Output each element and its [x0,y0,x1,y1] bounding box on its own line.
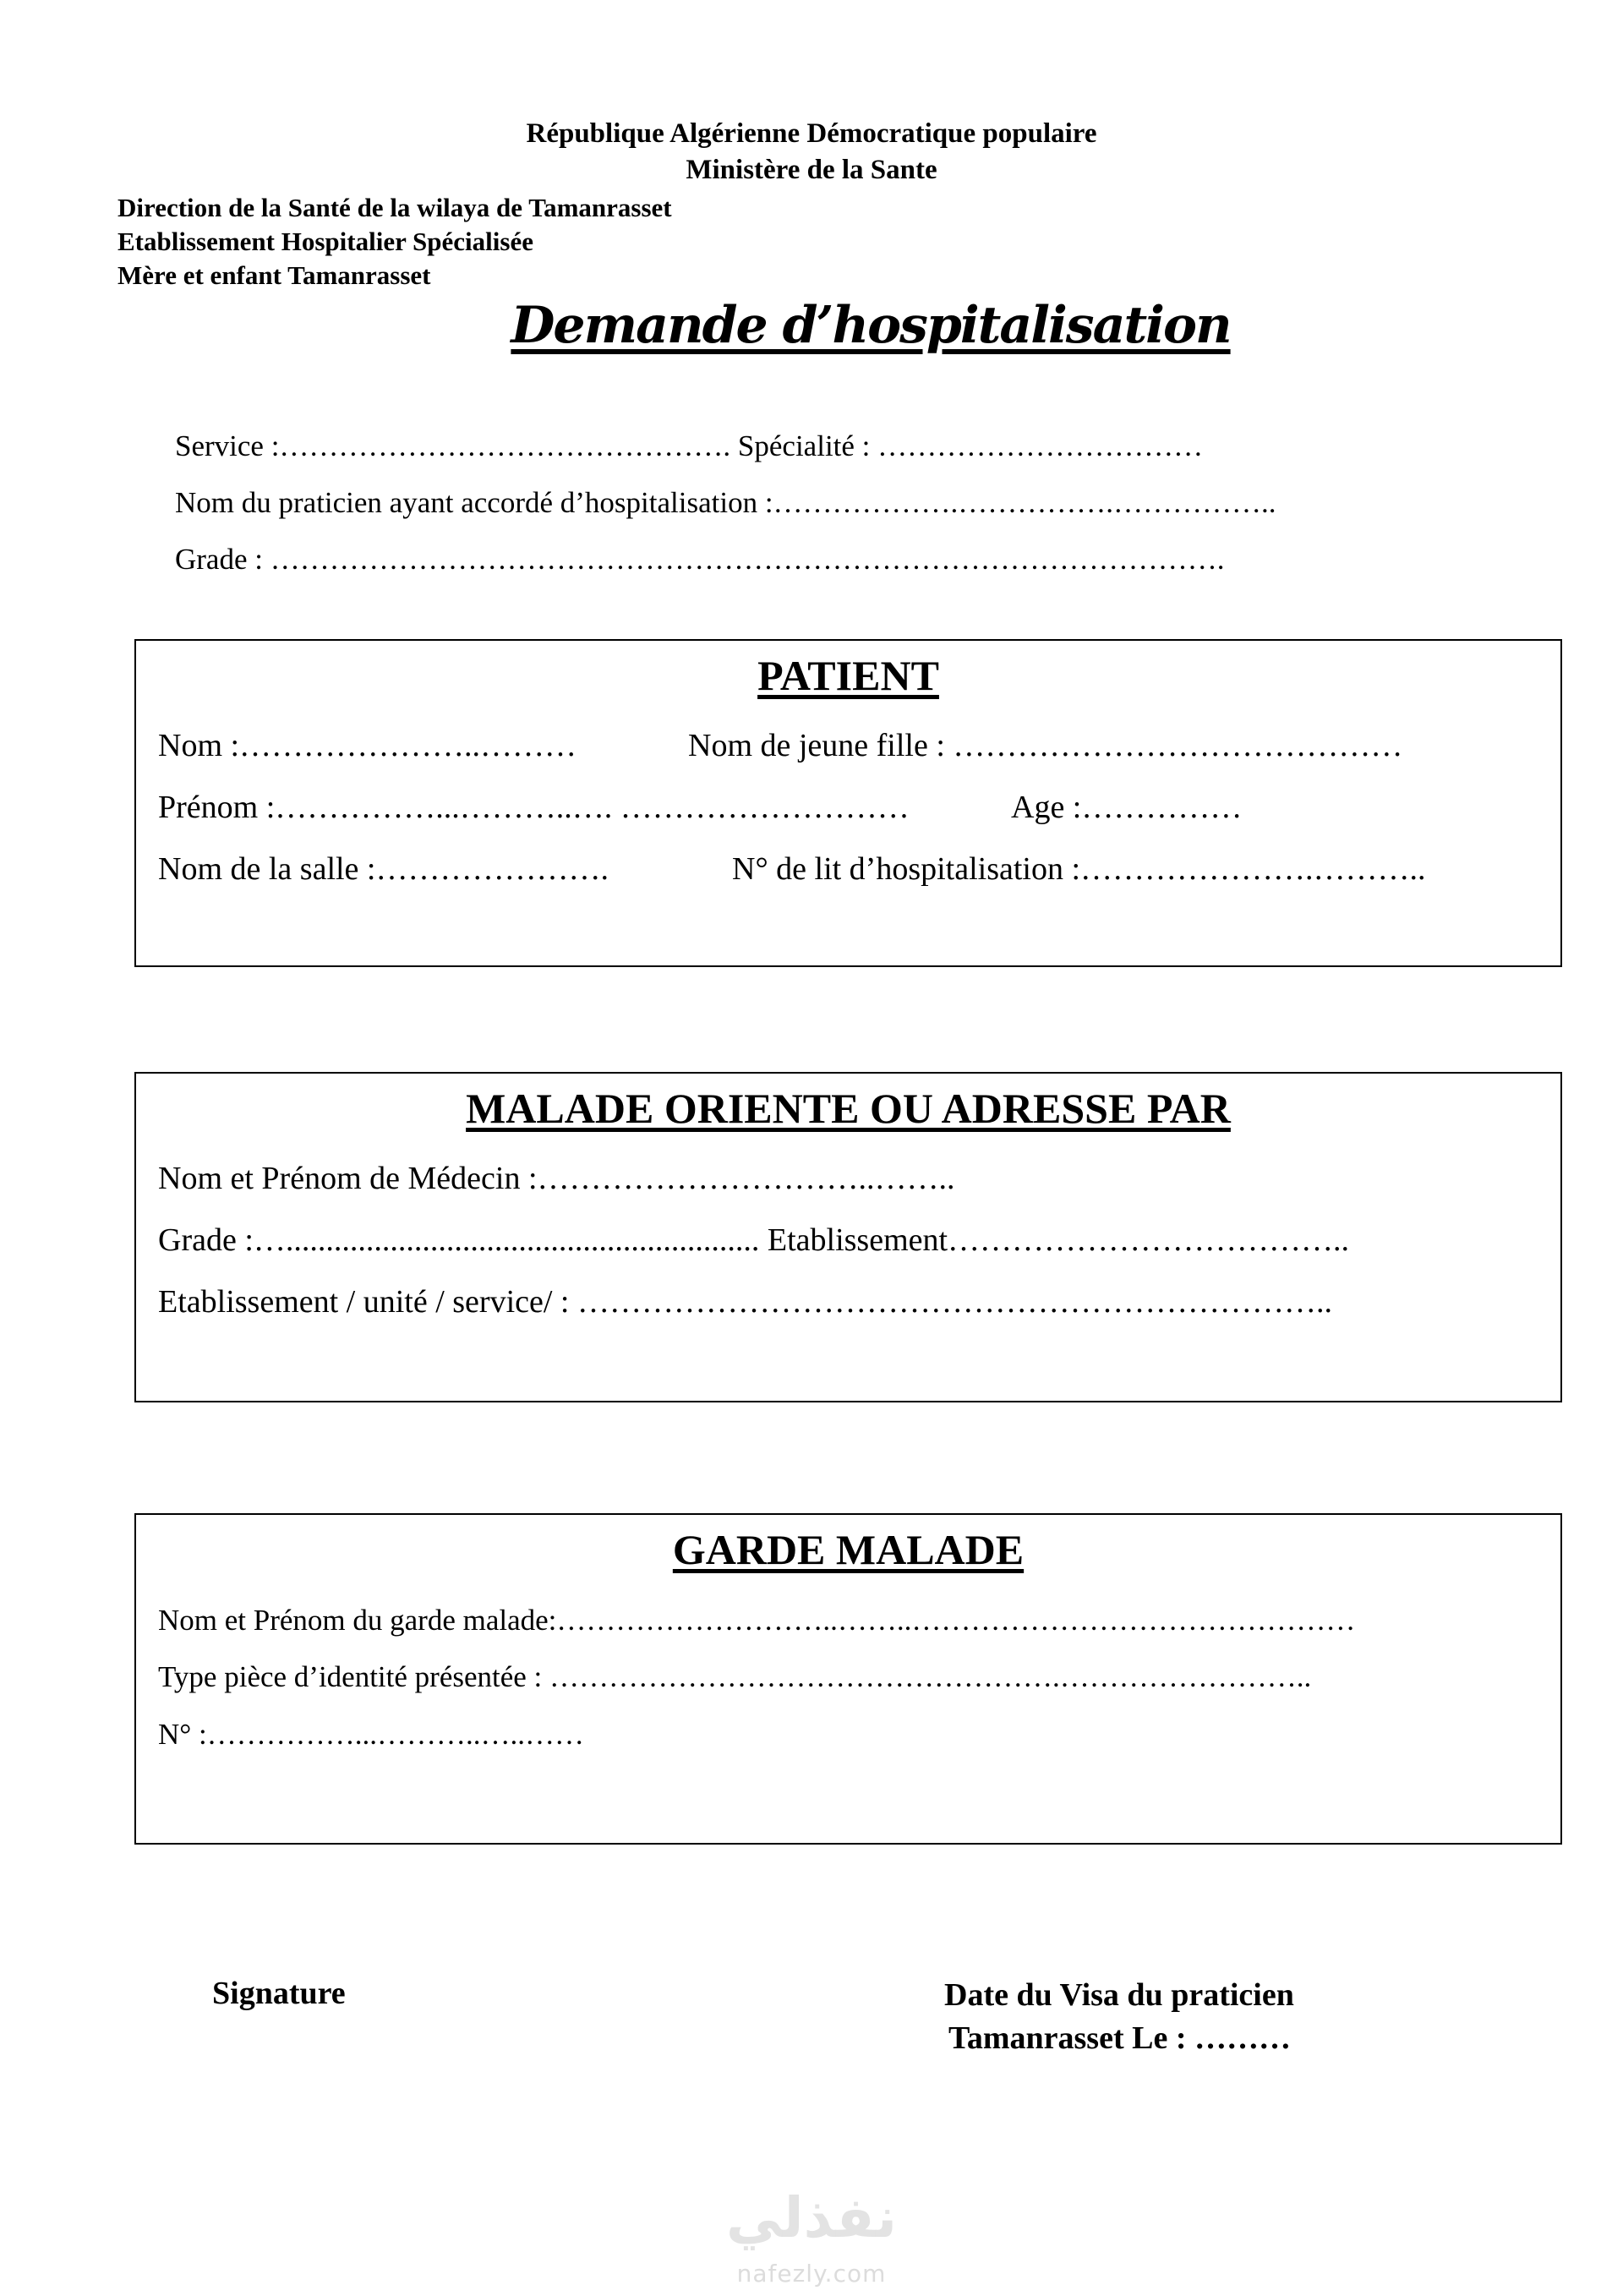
patient-box [134,639,1562,967]
referral-grade-field: Grade :…........................................................... Etablissement……………………………….. [158,1222,1350,1258]
guardian-heading: GARDE MALADE [672,1526,1025,1573]
guardian-box [134,1513,1562,1845]
document-title: Demande d’hospitalisation [511,296,1231,355]
grade-field: Grade : ……………………………………………………………………………………. [175,543,1225,576]
practitioner-field: Nom du praticien ayant accordé d’hospitalisation :……………….…………….…………….. [175,486,1276,519]
bed-number-field: N° de lit d’hospitalisation :………………….……….. [732,851,1426,887]
patient-name-field: Nom :…………………..……… [158,728,577,763]
republic-heading: République Algérienne Démocratique populaire [526,118,1097,149]
service-field: Service :………………………………………. Spécialité : …………………………… [175,429,1204,462]
id-type-field: Type pièce d’identité présentée : …………………………………………….…………………….. [158,1660,1312,1693]
referral-heading: MALADE ORIENTE OU ADRESSE PAR [466,1085,1231,1132]
referring-doctor-field: Nom et Prénom de Médecin :…………………………..…….. [158,1161,955,1196]
room-name-field: Nom de la salle :…………………. [158,851,609,887]
guardian-name-field: Nom et Prénom du garde malade:………………………..……..……………………………………… [158,1604,1356,1637]
maiden-name-field: Nom de jeune fille : …………………………………… [688,728,1403,763]
watermark-arabic: نفذلي [726,2185,897,2250]
first-name-field: Prénom :……………...………..…. ……………………… [158,790,910,825]
institution-line-2: Etablissement Hospitalier Spécialisée [117,227,533,256]
patient-heading: PATIENT [757,652,939,699]
signature-label: Signature [212,1976,346,2011]
ministry-heading: Ministère de la Sante [686,155,937,185]
age-field: Age :…………… [1011,790,1243,825]
referral-box [134,1072,1562,1402]
id-number-field: N° :……………...………..…..…… [158,1718,584,1751]
watermark-url: nafezly.com [736,2260,887,2288]
visa-date-label: Date du Visa du praticien [944,1977,1294,2013]
place-date-field: Tamanrasset Le : ……… [948,2020,1291,2056]
institution-line-3: Mère et enfant Tamanrasset [117,260,431,290]
referral-unit-field: Etablissement / unité / service/ : …………………………………………………………….. [158,1284,1332,1320]
institution-line-1: Direction de la Santé de la wilaya de Tamanrasset [117,193,672,222]
